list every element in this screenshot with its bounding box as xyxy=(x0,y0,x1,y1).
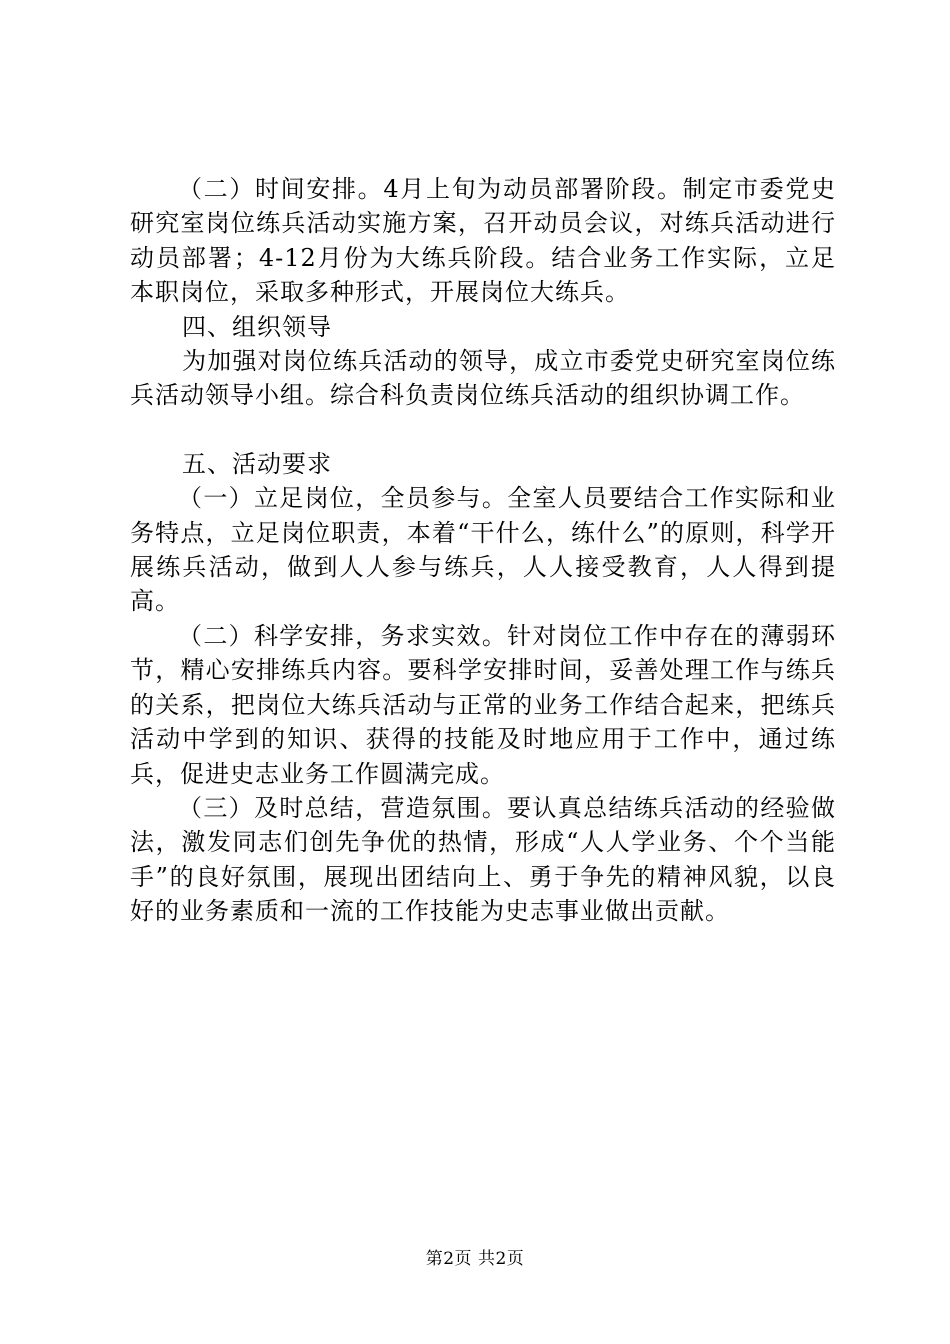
paragraph-requirement-3: （三）及时总结，营造氛围。要认真总结练兵活动的经验做法，激发同志们创先争优的热情，形成“人人学业务、个个当能手”的良好氛围，展现出团结向上、勇于争先的精神风貌，以良好的业务素质和一流的工作技能为史志事业做出贡献。 xyxy=(130,793,836,926)
page-footer: 第2页 共2页 xyxy=(425,1249,525,1269)
heading-requirements: 五、活动要求 xyxy=(182,449,332,478)
paragraph-requirement-1: （一）立足岗位，全员参与。全室人员要结合工作实际和业务特点，立足岗位职责，本着“干什么，练什么”的原则，科学开展练兵活动，做到人人参与练兵，人人接受教育，人人得到提高。 xyxy=(130,484,836,616)
paragraph-gap xyxy=(130,413,836,447)
paragraph-schedule: （二）时间安排。4月上旬为动员部署阶段。制定市委党史研究室岗位练兵活动实施方案，召开动员会议，对练兵活动进行动员部署；4-12月份为大练兵阶段。结合业务工作实际，立足本职岗位，采取多种形式，开展岗位大练兵。 xyxy=(130,175,836,307)
paragraph-requirement-2: （二）科学安排，务求实效。针对岗位工作中存在的薄弱环节，精心安排练兵内容。要科学安排时间，妥善处理工作与练兵的关系，把岗位大练兵活动与正常的业务工作结合起来，把练兵活动中学到的知识、获得的技能及时地应用于工作中，通过练兵，促进史志业务工作圆满完成。 xyxy=(130,621,836,788)
paragraph-leadership: 为加强对岗位练兵活动的领导，成立市委党史研究室岗位练兵活动领导小组。综合科负责岗位练兵活动的组织协调工作。 xyxy=(130,347,836,410)
heading-organization: 四、组织领导 xyxy=(182,312,332,341)
document-body xyxy=(130,172,836,929)
